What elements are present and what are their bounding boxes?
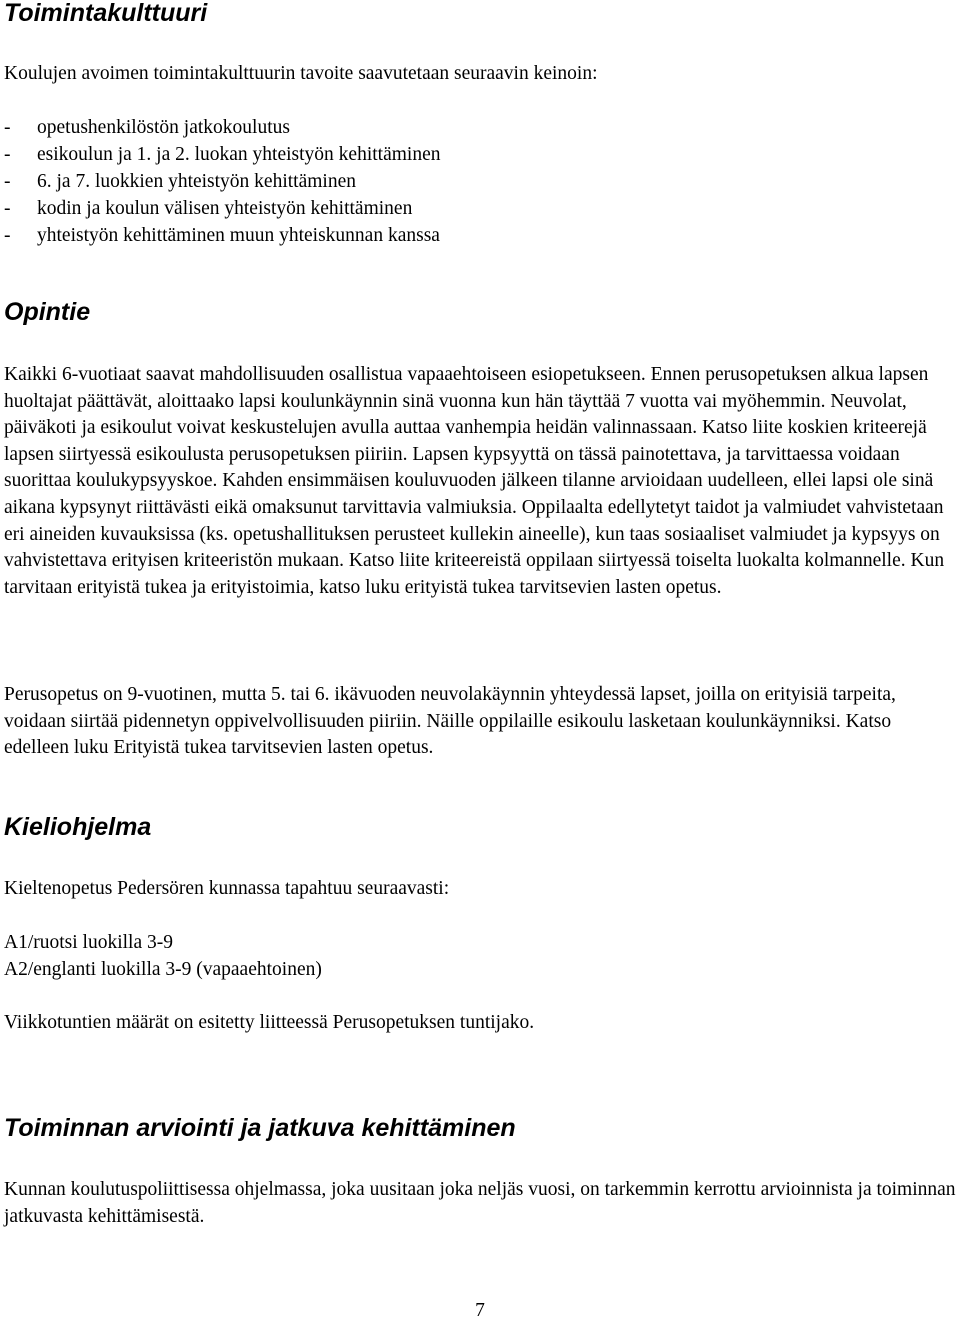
list-item: A1/ruotsi luokilla 3-9 bbox=[4, 932, 173, 953]
heading-opintie: Opintie bbox=[4, 298, 91, 326]
bullet-marker: - bbox=[4, 117, 11, 138]
list-item-text: yhteistyön kehittäminen muun yhteiskunnan kanssa bbox=[37, 225, 440, 247]
heading-arviointi: Toiminnan arviointi ja jatkuva kehittäminen bbox=[4, 1114, 516, 1142]
heading-kieliohjelma: Kieliohjelma bbox=[4, 813, 152, 841]
bullet-marker: - bbox=[4, 144, 11, 166]
list-item-text: 6. ja 7. luokkien yhteistyön kehittäminen bbox=[37, 171, 356, 193]
opintie-paragraph-2: Perusopetus on 9-vuotinen, mutta 5. tai 6. ikävuoden neuvolakäynnin yhteydessä lapset, joilla on erityisiä tarpeita, voidaan siirtää pidennetyn oppivelvollisuuden piiriin. Näille oppilaille esikoulu lasketaan koulunkäynniksi. Katso edelleen luku Erityistä tukea tarvitsevien lasten opetus. bbox=[4, 684, 896, 759]
list-item-text: esikoulun ja 1. ja 2. luokan yhteistyön kehittäminen bbox=[37, 144, 441, 166]
page-number: 7 bbox=[475, 1300, 485, 1321]
toimintakulttuuri-list bbox=[4, 114, 440, 249]
bullet-marker: - bbox=[4, 198, 11, 220]
list-item bbox=[4, 168, 440, 195]
list-item: A2/englanti luokilla 3-9 (vapaaehtoinen) bbox=[4, 959, 322, 980]
list-item-text: kodin ja koulun välisen yhteistyön kehittäminen bbox=[37, 198, 413, 220]
kieliohjelma-intro: Kieltenopetus Pedersören kunnassa tapahtuu seuraavasti: bbox=[4, 878, 450, 899]
language-list bbox=[4, 929, 322, 983]
arviointi-paragraph: Kunnan koulutuspoliittisessa ohjelmassa, joka uusitaan joka neljäs vuosi, on tarkemmin kerrottu arvioinnista ja toiminnan jatkuvasta kehittämisestä. bbox=[4, 1179, 956, 1227]
heading-toimintakulttuuri: Toimintakulttuuri bbox=[4, 0, 208, 27]
list-item bbox=[4, 195, 440, 222]
bullet-marker: - bbox=[4, 171, 11, 193]
list-item-text: opetushenkilöstön jatkokoulutus bbox=[37, 117, 290, 138]
list-item bbox=[4, 114, 440, 141]
list-item bbox=[4, 222, 440, 249]
kieliohjelma-note: Viikkotuntien määrät on esitetty liitteessä Perusopetuksen tuntijako. bbox=[4, 1012, 535, 1033]
toimintakulttuuri-intro: Koulujen avoimen toimintakulttuurin tavoite saavutetaan seuraavin keinoin: bbox=[4, 63, 598, 84]
list-item bbox=[4, 141, 440, 168]
bullet-marker: - bbox=[4, 225, 11, 247]
opintie-paragraph-1: Kaikki 6-vuotiaat saavat mahdollisuuden osallistua vapaaehtoiseen esiopetukseen. Ennen perusopetuksen alkua lapsen huoltajat päättävät, aloittaako lapsi koulunkäynnin sinä vuonna kun hän täyttää 7 vuotta vai myöhemmin. Neuvolat, päiväkoti ja esikoulut voivat keskustelujen avulla auttaa vanhempia heidän valinnassaan. Katso liite koskien kriteerejä lapsen siirtyessä esikoulusta perusopetuksen piiriin. Lapsen kypsyyttä on tässä painotettava, ja tarvittaessa voidaan suorittaa koulukypsyyskoe. Kahden ensimmäisen kouluvuoden jälkeen tilanne arvioidaan uudelleen, ellei lapsi ole sinä aikana kypsynyt riittävästi eikä omaksunut tarvittavia valmiuksia. Oppilaalta edellytetyt taidot ja valmiudet vahvistetaan eri aineiden kuvauksissa (ks. opetushallituksen perusteet kullekin aineelle), kun taas sosiaaliset valmiudet ja kypsyys on vahvistettava erityisen kriteeristön mukaan. Katso liite kriteereistä oppilaan siirtyessä toiselta luokalta kolmannelle. Kun tarvitaan erityistä tukea ja erityistoimia, katso luku erityistä tukea tarvitsevien lasten opetus. bbox=[4, 364, 945, 598]
